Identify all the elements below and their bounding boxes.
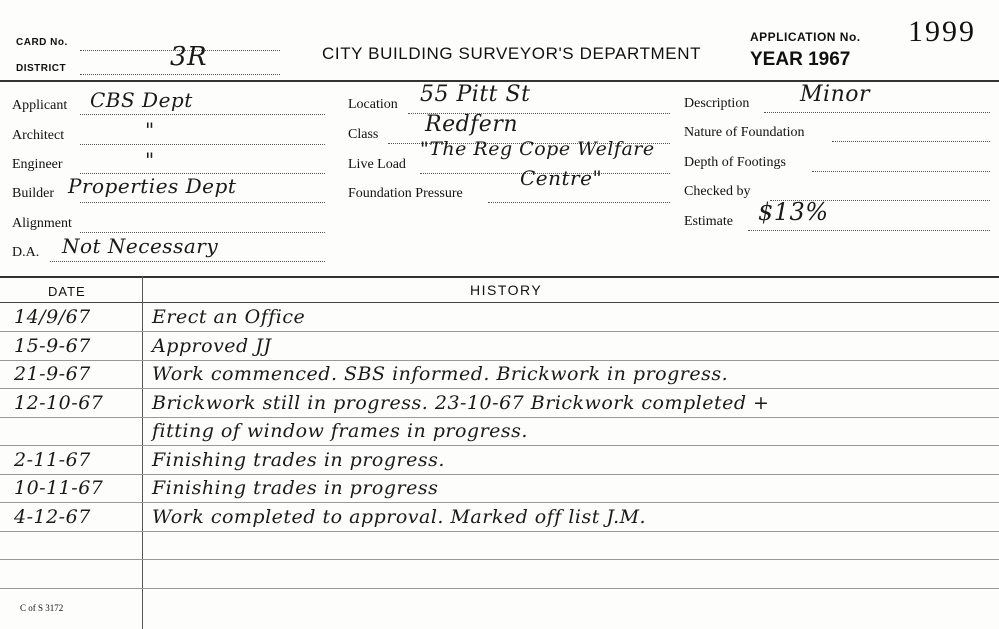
applicant-value: CBS Dept [90, 88, 193, 112]
foundation-pressure-label: Foundation Pressure [348, 186, 463, 201]
estimate-line [748, 230, 990, 231]
da-label: D.A. [12, 245, 40, 260]
date-column-divider [142, 276, 143, 629]
builder-value: Properties Dept [68, 174, 237, 198]
history-text: Work commenced. SBS informed. Brickwork in progress. [152, 363, 729, 385]
da-value: Not Necessary [62, 234, 219, 258]
da-line [50, 261, 325, 262]
history-text: fitting of window frames in progress. [152, 420, 528, 442]
foundation-pressure-value: Centre" [520, 166, 603, 190]
history-text: Brickwork still in progress. 23-10-67 Brickwork completed + [152, 392, 770, 414]
history-ruled-line [0, 502, 999, 503]
history-ruled-line [0, 474, 999, 475]
district-value: 3R [170, 42, 208, 72]
foundation-pressure-line [488, 202, 670, 203]
history-ruled-line [0, 417, 999, 418]
history-date: 14/9/67 [14, 306, 91, 328]
location-value: 55 Pitt St [420, 82, 531, 107]
estimate-value: $13% [758, 198, 829, 226]
history-ruled-line [0, 331, 999, 332]
depth-line [812, 171, 990, 172]
history-ruled-line [0, 360, 999, 361]
history-text: Work completed to approval. Marked off list J.M. [152, 506, 647, 528]
history-header-border [0, 302, 999, 303]
history-date: 15-9-67 [14, 335, 91, 357]
district-label: DISTRICT [16, 63, 67, 74]
history-ruled-line [0, 388, 999, 389]
description-value: Minor [800, 82, 870, 107]
history-text: Finishing trades in progress [152, 477, 439, 499]
history-text: Finishing trades in progress. [152, 449, 445, 471]
history-ruled-line [0, 588, 999, 589]
department-title: CITY BUILDING SURVEYOR'S DEPARTMENT [322, 44, 702, 63]
live-load-value: "The Reg Cope Welfare [420, 138, 655, 160]
form-number: C of S 3172 [20, 603, 64, 613]
engineer-label: Engineer [12, 157, 63, 172]
description-label: Description [684, 96, 750, 111]
application-number: 1999 [908, 15, 976, 48]
history-date: 21-9-67 [14, 363, 91, 385]
applicant-line [80, 114, 325, 115]
location-label: Location [348, 97, 398, 112]
history-date: 10-11-67 [14, 477, 104, 499]
builder-label: Builder [12, 186, 54, 201]
class-value: Redfern [425, 112, 519, 137]
alignment-line [80, 232, 325, 233]
history-date: 12-10-67 [14, 392, 104, 414]
year-label: YEAR 1967 [750, 49, 851, 70]
history-top-border [0, 276, 999, 278]
history-text: Erect an Office [152, 306, 306, 328]
history-text: Approved JJ [152, 335, 272, 357]
description-line [764, 112, 990, 113]
history-header: HISTORY [470, 282, 543, 298]
date-header: DATE [48, 284, 86, 299]
nature-line [832, 141, 990, 142]
architect-line [80, 144, 325, 145]
alignment-label: Alignment [12, 216, 72, 231]
history-date: 4-12-67 [14, 506, 91, 528]
depth-of-footings-label: Depth of Footings [684, 155, 786, 170]
live-load-label: Live Load [348, 157, 406, 172]
estimate-label: Estimate [684, 214, 733, 229]
architect-value: " [145, 118, 155, 142]
class-label: Class [348, 127, 379, 142]
history-ruled-line [0, 559, 999, 560]
history-date: 2-11-67 [14, 449, 91, 471]
application-label: APPLICATION No. [750, 30, 861, 44]
checked-by-label: Checked by [684, 184, 751, 199]
history-ruled-line [0, 531, 999, 532]
history-ruled-line [0, 445, 999, 446]
engineer-value: " [145, 148, 155, 172]
architect-label: Architect [12, 128, 65, 143]
builder-line [80, 202, 325, 203]
card-no-label: CARD No. [16, 37, 68, 48]
district-line [80, 74, 280, 75]
nature-of-foundation-label: Nature of Foundation [684, 125, 805, 140]
applicant-label: Applicant [12, 98, 68, 113]
